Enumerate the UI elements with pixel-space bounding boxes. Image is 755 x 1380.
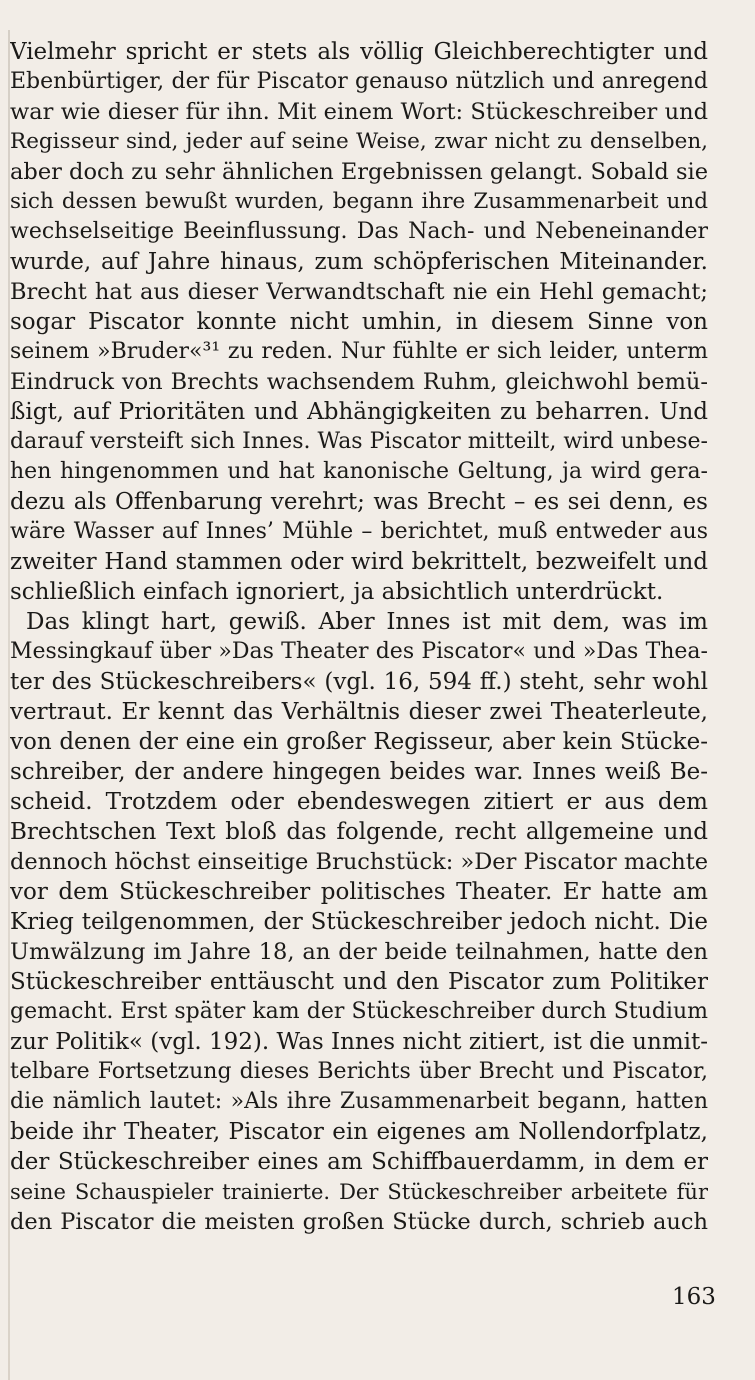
text-line: seinem »Bruder«³¹ zu reden. Nur fühlte er sich leider, unterm — [10, 339, 708, 364]
text-line: schließlich einfach ignoriert, ja absichtlich unterdrückt. — [10, 579, 664, 605]
text-line: wurde, auf Jahre hinaus, zum schöpferischen Miteinander. — [10, 249, 708, 275]
text-line: Messingkauf über »Das Theater des Piscator« und »Das Thea- — [10, 639, 708, 664]
text-line: Stückeschreiber enttäuscht und den Piscator zum Politiker — [10, 969, 708, 995]
text-line: dennoch höchst einseitige Bruchstück: »Der Piscator machte — [10, 849, 708, 875]
text-line: wechselseitige Beeinflussung. Das Nach- und Nebeneinander — [10, 219, 708, 244]
text-line: wäre Wasser auf Innes’ Mühle – berichtet, muß entweder aus — [10, 519, 708, 544]
text-line: Regisseur sind, jeder auf seine Weise, zwar nicht zu denselben, — [10, 129, 708, 154]
text-line: beide ihr Theater, Piscator ein eigenes am Nollendorfplatz, — [10, 1119, 708, 1145]
text-line: war wie dieser für ihn. Mit einem Wort: Stückeschreiber und — [10, 99, 708, 125]
text-line: Vielmehr spricht er stets als völlig Gleichberechtigter und — [10, 39, 708, 65]
text-line: zur Politik« (vgl. 192). Was Innes nicht zitiert, ist die unmit- — [10, 1029, 708, 1055]
text-line: Brecht hat aus dieser Verwandtschaft nie ein Hehl gemacht; — [10, 279, 708, 305]
text-line: ter des Stückeschreibers« (vgl. 16, 594 ff.) steht, sehr wohl — [10, 669, 708, 695]
text-line: sich dessen bewußt wurden, begann ihre Zusammenarbeit und — [10, 189, 708, 214]
text-line: gemacht. Erst später kam der Stückeschreiber durch Studium — [10, 999, 708, 1024]
text-line: scheid. Trotzdem oder ebendeswegen zitiert er aus dem — [10, 789, 708, 815]
text-line: zweiter Hand stammen oder wird bekrittelt, bezweifelt und — [10, 549, 708, 575]
text-line: Eindruck von Brechts wachsendem Ruhm, gleichwohl bemü- — [10, 369, 708, 395]
text-line: Das klingt hart, gewiß. Aber Innes ist mit dem, was im — [26, 609, 708, 635]
text-line: vertraut. Er kennt das Verhältnis dieser zwei Theaterleute, — [10, 699, 708, 725]
text-line: die nämlich lautet: »Als ihre Zusammenarbeit begann, hatten — [10, 1089, 708, 1114]
text-line: seine Schauspieler trainierte. Der Stückeschreiber arbeitete für — [10, 1180, 708, 1204]
text-line: den Piscator die meisten großen Stücke durch, schrieb auch — [10, 1209, 708, 1235]
text-line: Brechtschen Text bloß das folgende, recht allgemeine und — [10, 819, 708, 845]
text-line: Umwälzung im Jahre 18, an der beide teilnahmen, hatte den — [10, 939, 708, 965]
page-number: 163 — [672, 1284, 716, 1310]
text-line: schreiber, der andere hingegen beides war. Innes weiß Be- — [10, 759, 708, 785]
text-line: ßigt, auf Prioritäten und Abhängigkeiten zu beharren. Und — [10, 399, 708, 425]
text-line: dezu als Offenbarung verehrt; was Brecht – es sei denn, es — [10, 489, 708, 515]
text-line: aber doch zu sehr ähnlichen Ergebnissen gelangt. Sobald sie — [10, 159, 708, 185]
text-line: vor dem Stückeschreiber politisches Theater. Er hatte am — [10, 879, 708, 905]
text-line: von denen der eine ein großer Regisseur, aber kein Stücke- — [10, 729, 708, 755]
text-line: Ebenbürtiger, der für Piscator genauso nützlich und anregend — [10, 69, 708, 94]
text-line: hen hingenommen und hat kanonische Geltung, ja wird gera- — [10, 459, 708, 484]
text-line: darauf versteift sich Innes. Was Piscator mitteilt, wird unbese- — [10, 429, 708, 454]
text-line: sogar Piscator konnte nicht umhin, in diesem Sinne von — [10, 309, 708, 335]
text-line: telbare Fortsetzung dieses Berichts über Brecht und Piscator, — [10, 1059, 708, 1084]
text-line: Krieg teilgenommen, der Stückeschreiber jedoch nicht. Die — [10, 909, 708, 935]
text-line: der Stückeschreiber eines am Schiffbauerdamm, in dem er — [10, 1149, 708, 1175]
